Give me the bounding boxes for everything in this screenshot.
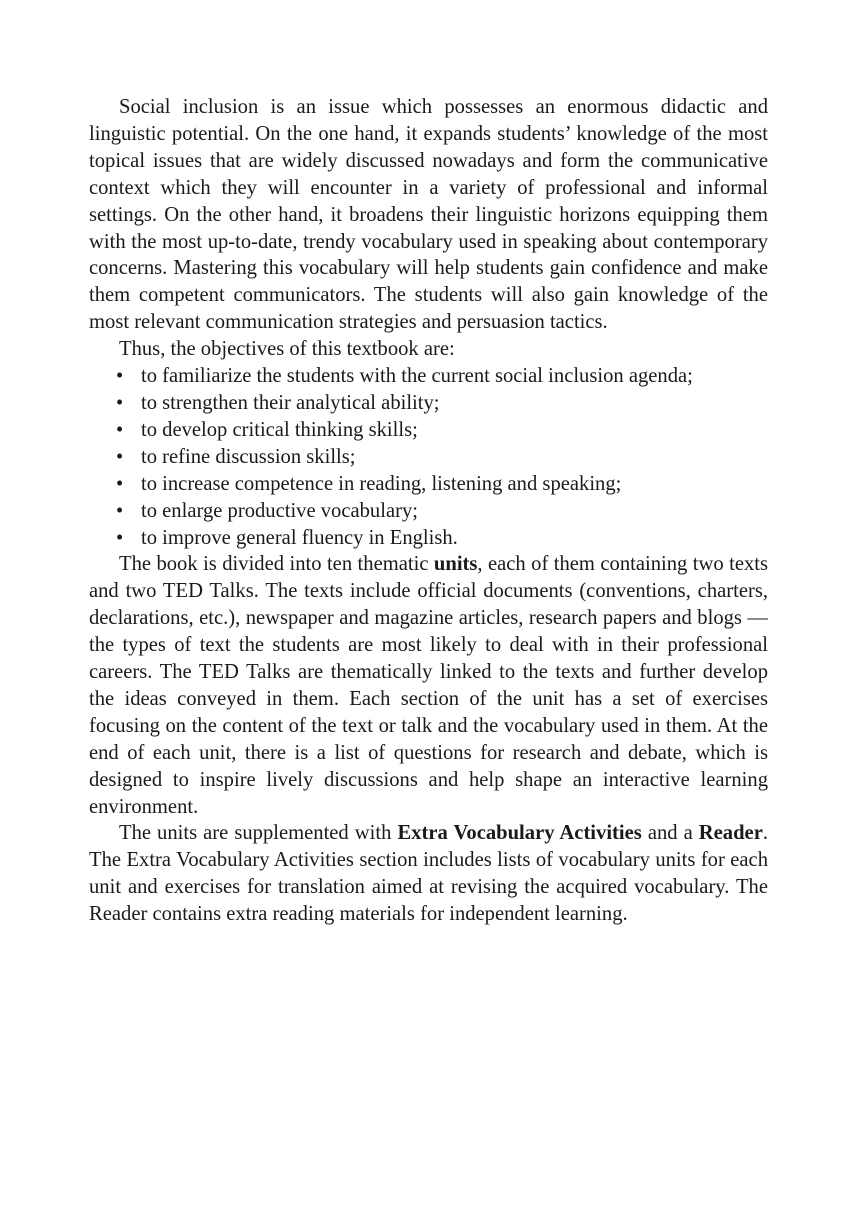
units-text-rest: , each of them containing two texts and two TED Talks. The texts include official documents (conventions, charters, declarations, etc.), newspaper and magazine articles, research papers and blogs — the types of text the students are most likely to deal with in their professional careers. The TED Talks are thematically linked to the texts and further develop the ideas conveyed in them. Each section of the unit has a set of exercises focusing on the content of the text or talk and the vocabulary used in them. At the end of each unit, there is a list of questions for research and debate, which is designed to inspire lively discussions and help shape an interactive learning environment. [89,553,768,818]
list-item [89,498,768,525]
objective-text: to enlarge productive vocabulary; [141,499,418,522]
list-item [89,390,768,417]
objectives-list [89,363,768,551]
bullet-icon: • [116,445,124,468]
reader-term: Reader [698,822,763,845]
bullet-icon: • [116,499,124,522]
list-item [89,444,768,471]
units-term: units [433,553,478,576]
list-item [89,417,768,444]
bullet-icon: • [116,526,124,549]
objective-text: to increase competence in reading, listening and speaking; [141,472,622,495]
supplements-text-end: . The Extra Vocabulary Activities section includes lists of vocabulary units for each unit and exercises for translation aimed at revising the acquired vocabulary. The Reader contains extra reading materials for independent learning. [89,822,768,926]
objectives-intro: Thus, the objectives of this textbook are: [119,338,455,361]
bullet-icon: • [116,391,124,414]
intro-paragraph: Social inclusion is an issue which possesses an enormous didactic and linguistic potential. On the one hand, it expands students’ knowledge of the most topical issues that are widely discussed nowadays and form the communicative context which they will encounter in a variety of professional and informal settings. On the other hand, it broadens their linguistic horizons equipping them with the most up-to-date, trendy vocabulary used in speaking about contemporary concerns. Mastering this vocabulary will help students gain confidence and make them competent communicators. The students will also gain knowledge of the most relevant communication strategies and persuasion tactics. [89,96,768,334]
objective-text: to familiarize the students with the current social inclusion agenda; [141,365,693,388]
extra-vocabulary-term: Extra Vocabulary Activities [397,822,642,845]
bullet-icon: • [116,418,124,441]
units-text-start: The book is divided into ten thematic [119,553,434,576]
objective-text: to refine discussion skills; [141,445,356,468]
list-item [89,525,768,552]
units-paragraph [89,551,768,820]
list-item [89,363,768,390]
objective-text: to develop critical thinking skills; [141,418,418,441]
bullet-icon: • [116,472,124,495]
supplements-text-start: The units are supplemented with [119,822,398,845]
list-item [89,471,768,498]
supplements-text-middle: and a [641,822,699,845]
objective-text: to improve general fluency in English. [141,526,458,549]
supplements-paragraph [89,820,768,928]
bullet-icon: • [116,365,124,388]
objective-text: to strengthen their analytical ability; [141,391,440,414]
document-page [89,94,768,928]
